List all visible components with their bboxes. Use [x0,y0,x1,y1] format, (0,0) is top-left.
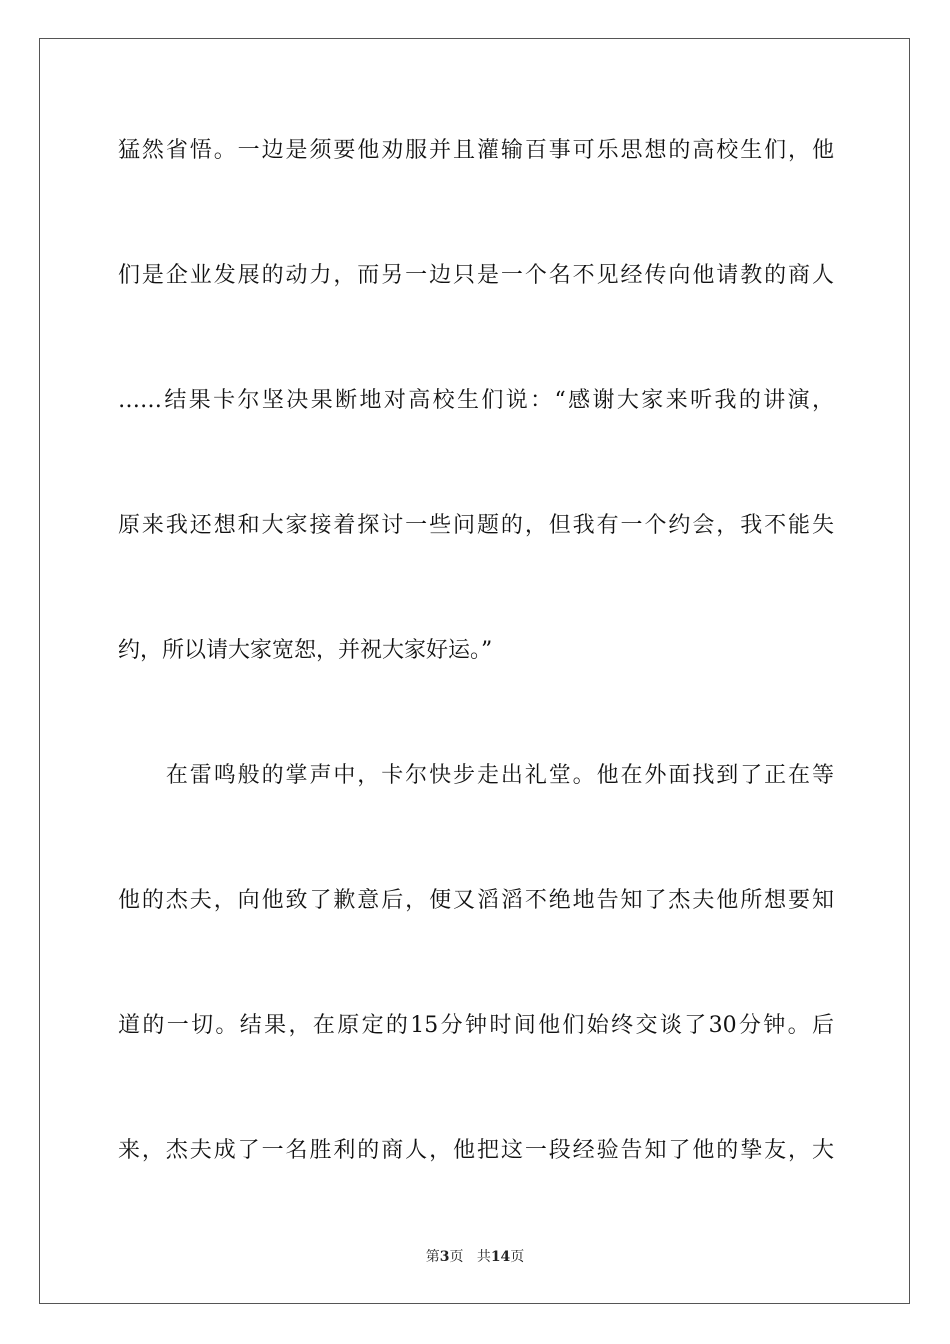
body-text-line-1: 猛然省悟。一边是须要他劝服并且灌输百事可乐思想的高校生们，他 [118,138,834,163]
total-pages: 14 [490,1249,511,1265]
total-suffix: 页 [510,1249,525,1265]
body-text-line-6: 在雷鸣般的掌声中，卡尔快步走出礼堂。他在外面找到了正在等 [118,763,834,788]
page-number: 3 [439,1249,450,1265]
page-prefix: 第 [425,1249,440,1265]
total-prefix: 共 [476,1249,491,1265]
page-border [39,38,910,1304]
body-text-line-7: 他的杰夫，向他致了歉意后，便又滔滔不绝地告知了杰夫他所想要知 [118,888,834,913]
body-text-line-3: ……结果卡尔坚决果断地对高校生们说：“感谢大家来听我的讲演， [118,388,834,413]
body-text-line-5: 约，所以请大家宽恕，并祝大家好运。” [118,638,493,663]
page-footer [0,1248,950,1266]
body-text-line-4: 原来我还想和大家接着探讨一些问题的，但我有一个约会，我不能失 [118,513,834,538]
page-suffix: 页 [449,1249,464,1265]
body-text-line-8: 道的一切。结果，在原定的15分钟时间他们始终交谈了30分钟。后 [118,1013,834,1038]
body-text-line-2: 们是企业发展的动力，而另一边只是一个名不见经传向他请教的商人 [118,263,834,288]
body-text-line-9: 来，杰夫成了一名胜利的商人，他把这一段经验告知了他的挚友，大 [118,1138,834,1163]
